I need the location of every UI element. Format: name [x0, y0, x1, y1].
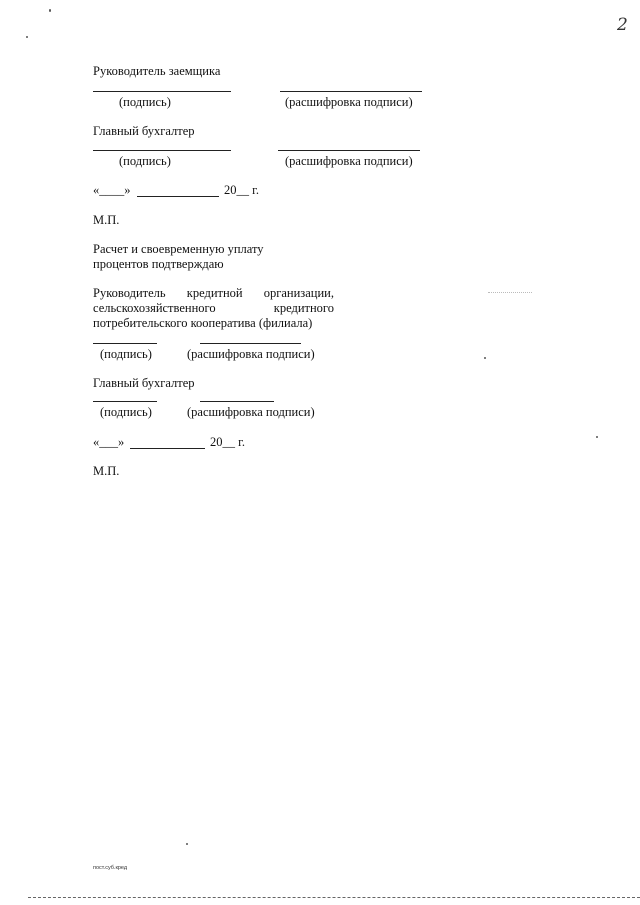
lender-head-signature-label: (подпись)	[100, 347, 152, 361]
borrower-date-month-line	[137, 196, 219, 197]
borrower-accountant-title: Главный бухгалтер	[93, 124, 195, 138]
borrower-stamp: М.П.	[93, 213, 120, 227]
lender-title-word: кредитной	[186, 286, 243, 300]
lender-title-word: организации,	[263, 286, 334, 300]
scan-speck	[49, 9, 51, 12]
lender-stamp: М.П.	[93, 464, 120, 478]
lender-accountant-decipher-line	[200, 401, 274, 402]
lender-accountant-title: Главный бухгалтер	[93, 376, 195, 390]
confirmation-line-2: процентов подтверждаю	[93, 257, 224, 271]
borrower-date-day: «____»	[93, 183, 131, 197]
scan-speck	[26, 36, 28, 38]
scan-speck	[484, 357, 486, 359]
borrower-accountant-decipher-line	[278, 150, 420, 151]
confirmation-line-1: Расчет и своевременную уплату	[93, 242, 264, 256]
borrower-accountant-signature-line	[93, 150, 231, 151]
scan-speck	[596, 436, 598, 438]
lender-date-day: «___»	[93, 435, 125, 449]
lender-date-year: 20__ г.	[210, 435, 245, 449]
borrower-head-decipher-line	[280, 91, 422, 92]
lender-date-month-line	[130, 448, 205, 449]
lender-head-decipher-label: (расшифровка подписи)	[187, 347, 315, 361]
lender-accountant-signature-label: (подпись)	[100, 405, 152, 419]
lender-title-word: сельскохозяйственного	[93, 301, 216, 315]
footer-code: пост.суб.кред	[93, 865, 128, 871]
lender-title-word: Руководитель	[93, 286, 166, 300]
scan-smudge	[488, 292, 532, 293]
page-number: 2	[617, 15, 628, 35]
scan-speck	[186, 843, 188, 845]
borrower-head-decipher-label: (расшифровка подписи)	[285, 95, 413, 109]
borrower-head-signature-label: (подпись)	[119, 95, 171, 109]
borrower-accountant-signature-label: (подпись)	[119, 154, 171, 168]
lender-title-line-2	[93, 301, 334, 316]
lender-title-line-3: потребительского кооператива (филиала)	[93, 316, 313, 330]
borrower-head-title: Руководитель заемщика	[93, 64, 221, 78]
lender-title-line-1	[93, 286, 334, 301]
borrower-head-signature-line	[93, 91, 231, 92]
lender-head-signature-line	[93, 343, 157, 344]
lender-head-decipher-line	[200, 343, 301, 344]
lender-accountant-signature-line	[93, 401, 157, 402]
scan-bottom-edge	[28, 897, 640, 898]
borrower-accountant-decipher-label: (расшифровка подписи)	[285, 154, 413, 168]
lender-title-word: кредитного	[273, 301, 334, 315]
borrower-date-year: 20__ г.	[224, 183, 259, 197]
lender-accountant-decipher-label: (расшифровка подписи)	[187, 405, 315, 419]
